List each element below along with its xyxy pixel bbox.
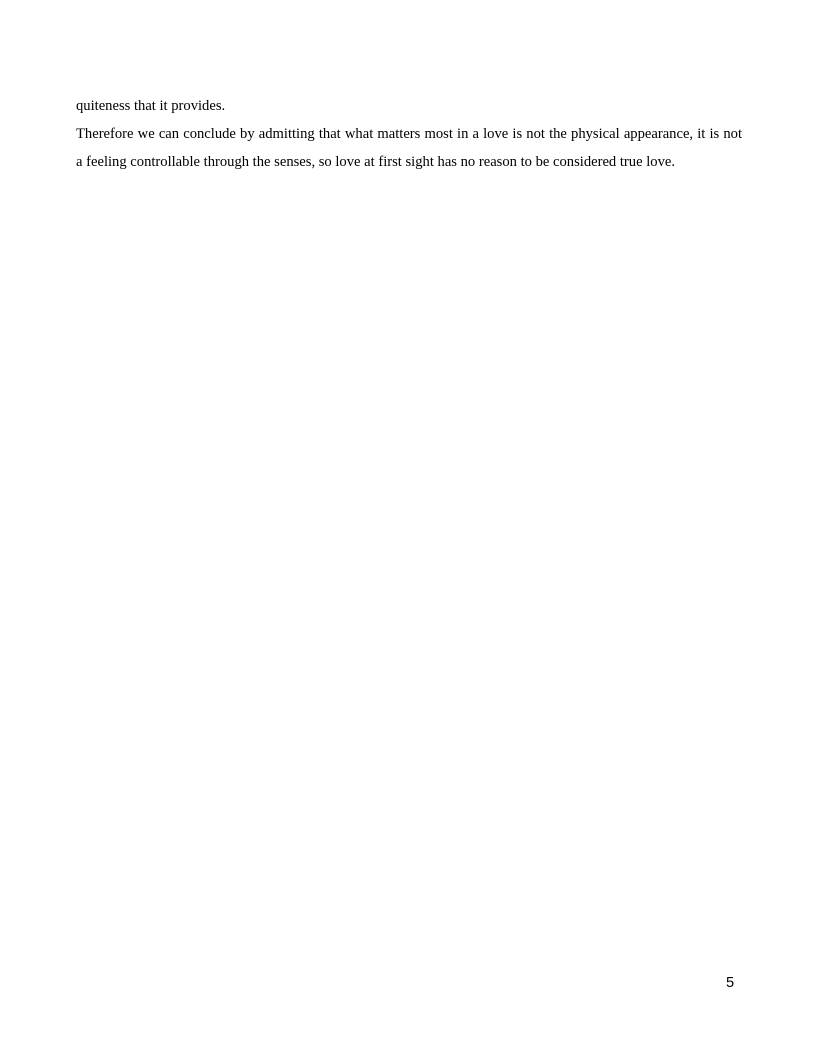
page-number: 5: [726, 975, 735, 991]
paragraph-continuation: quiteness that it provides.: [76, 98, 226, 114]
body-text: [76, 92, 742, 176]
paragraph-conclusion: Therefore we can conclude by admitting that what matters most in a love is not the physical appearance, it is not a feeling controllable through the senses, so love at first sight has no reason to be considered true love.: [76, 126, 742, 170]
